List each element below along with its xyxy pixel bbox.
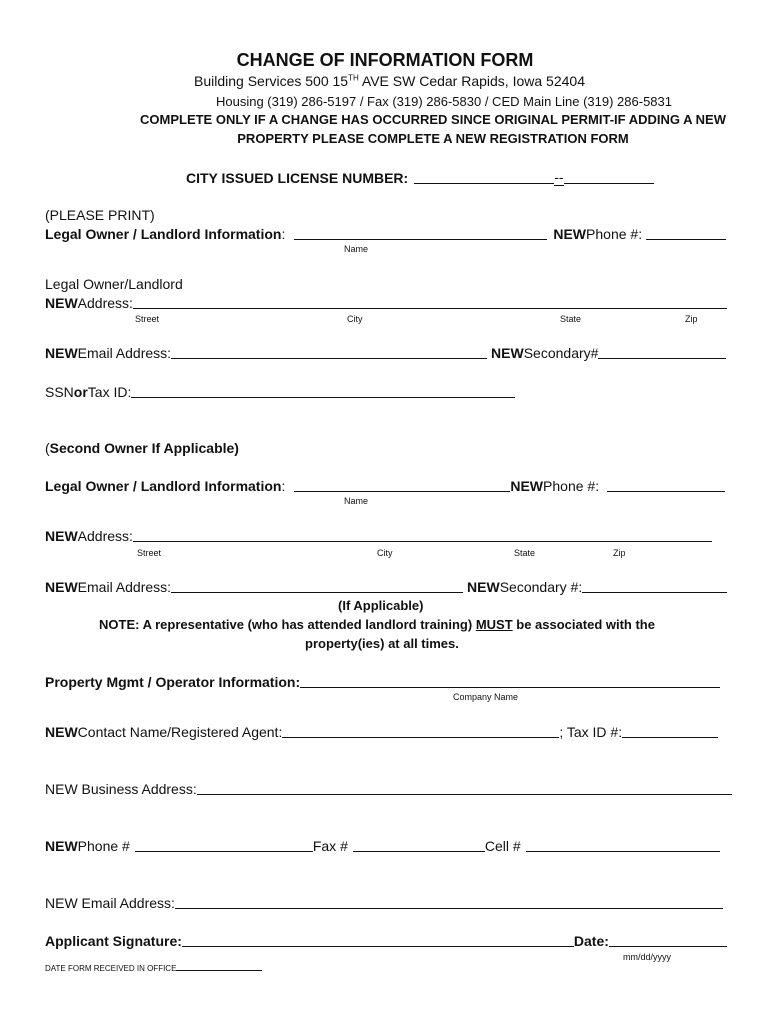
owner1-address-label: Address:: [77, 295, 133, 311]
license-field-part2[interactable]: [564, 183, 654, 184]
owner1-city-caption: City: [347, 314, 363, 324]
owner1-secondary-label: Secondary#: [523, 345, 599, 361]
owner2-if-applicable: (If Applicable): [338, 598, 424, 613]
owner2-address-new: NEW: [45, 528, 78, 544]
contact-new: NEW: [45, 724, 78, 740]
note-pre: NOTE: A representative (who has attended landlord training): [99, 617, 476, 632]
signature-label: Applicant Signature:: [45, 933, 182, 949]
phone-label: Phone #: [77, 838, 130, 854]
date-caption: mm/dd/yyyy: [623, 952, 672, 962]
owner2-city-caption: City: [377, 548, 393, 558]
fax-label: Fax #: [312, 838, 348, 854]
owner2-secondary-new: NEW: [467, 579, 500, 595]
owner2-street-caption: Street: [137, 548, 162, 558]
owner1-secondary-new: NEW: [491, 345, 524, 361]
please-print: (PLEASE PRINT): [45, 207, 155, 223]
address-pre: Building Services 500 15: [194, 73, 349, 89]
form-title: CHANGE OF INFORMATION FORM: [236, 50, 534, 70]
license-separator: --: [554, 169, 564, 185]
company-name-caption: Company Name: [453, 692, 519, 702]
owner1-email-label: Email Address:: [77, 345, 172, 361]
owner2-colon: :: [281, 478, 286, 494]
owner1-ssn-post: Tax ID:: [87, 384, 132, 400]
received-row: [45, 964, 262, 973]
owner1-row: [45, 226, 726, 242]
owner1-zip-caption: Zip: [685, 314, 698, 324]
note-must: MUST: [475, 617, 513, 632]
address-line: [194, 73, 585, 89]
license-label: CITY ISSUED LICENSE NUMBER:: [186, 170, 409, 186]
tax-id-label: ; Tax ID #:: [559, 724, 623, 740]
owner2-heading: [45, 440, 239, 456]
owner2-address-label: Address:: [77, 528, 133, 544]
cell-field[interactable]: [526, 851, 720, 852]
owner2-row: [45, 478, 725, 494]
business-address-label: NEW Business Address:: [45, 781, 197, 797]
owner2-name-field[interactable]: [294, 491, 510, 492]
owner2-phone-label: Phone #:: [543, 478, 600, 494]
date-label: Date:: [573, 933, 609, 949]
owner1-ssn-row: [45, 384, 515, 400]
owner2-legal-label: Legal Owner / Landlord Information: [45, 478, 282, 494]
owner2-heading-text: Second Owner If Applicable): [49, 440, 239, 456]
address-sup: TH: [348, 73, 359, 83]
owner1-address-row: [45, 295, 727, 311]
owner2-new: NEW: [510, 478, 544, 494]
owner2-address-row: [45, 528, 712, 544]
received-field[interactable]: [176, 970, 262, 971]
property-mgmt-row: [45, 674, 720, 690]
owner1-address-label-line1: Legal Owner/Landlord: [45, 276, 183, 292]
received-label: DATE FORM RECEIVED IN OFFICE: [45, 964, 177, 973]
fax-field[interactable]: [353, 851, 485, 852]
cell-label: Cell #: [484, 838, 521, 854]
notice-line-1: COMPLETE ONLY IF A CHANGE HAS OCCURRED SINCE ORIGINAL PERMIT-IF ADDING A NEW: [140, 112, 726, 127]
owner2-email-row: [45, 579, 727, 595]
note-line-1: [99, 617, 655, 632]
owner2-secondary-label: Secondary #:: [499, 579, 583, 595]
owner2-address-field[interactable]: [133, 541, 712, 542]
owner1-name-field[interactable]: [294, 239, 547, 240]
owner1-legal-label: Legal Owner / Landlord Information: [45, 226, 282, 242]
contact-label: Contact Name/Registered Agent:: [77, 724, 283, 740]
company-name-field[interactable]: [300, 687, 720, 688]
owner1-name-caption: Name: [344, 244, 369, 254]
owner1-new: NEW: [553, 226, 587, 242]
owner1-ssn-pre: SSN: [45, 384, 74, 400]
owner1-state-caption: State: [560, 314, 582, 324]
owner2-secondary-field[interactable]: [582, 592, 727, 593]
notice-line-2: PROPERTY PLEASE COMPLETE A NEW REGISTRATION FORM: [237, 131, 629, 146]
phone-new: NEW: [45, 838, 78, 854]
contact-numbers-row: [45, 838, 720, 854]
signature-field[interactable]: [182, 946, 574, 947]
date-field[interactable]: [609, 946, 727, 947]
property-mgmt-label: Property Mgmt / Operator Information:: [45, 674, 301, 690]
owner1-address-field[interactable]: [133, 308, 727, 309]
owner2-email-field[interactable]: [171, 592, 463, 593]
owner1-phone-label: Phone #:: [586, 226, 643, 242]
note-line-2: property(ies) at all times.: [305, 636, 459, 651]
tax-id-field[interactable]: [622, 737, 718, 738]
address-post: AVE SW Cedar Rapids, Iowa 52404: [358, 73, 585, 89]
owner2-name-caption: Name: [344, 496, 369, 506]
owner1-email-new: NEW: [45, 345, 78, 361]
owner1-ssn-field[interactable]: [131, 397, 515, 398]
license-row: [186, 169, 654, 186]
signature-row: [45, 933, 727, 949]
owner1-address-new: NEW: [45, 295, 78, 311]
business-address-field[interactable]: [197, 794, 732, 795]
license-field-part1[interactable]: [414, 183, 554, 184]
owner1-email-row: [45, 345, 726, 361]
owner2-heading-paren: (: [45, 440, 50, 456]
contact-name-field[interactable]: [282, 737, 559, 738]
owner2-phone-field[interactable]: [607, 491, 725, 492]
pm-email-label: NEW Email Address:: [45, 895, 175, 911]
owner1-secondary-field[interactable]: [598, 358, 726, 359]
owner1-email-field[interactable]: [171, 358, 487, 359]
owner1-ssn-or: or: [73, 384, 88, 400]
pm-email-field[interactable]: [175, 908, 723, 909]
contact-row: [45, 724, 718, 740]
phone-line: Housing (319) 286-5197 / Fax (319) 286-5830 / CED Main Line (319) 286-5831: [216, 94, 672, 109]
owner2-zip-caption: Zip: [613, 548, 626, 558]
business-address-row: [45, 781, 732, 797]
owner1-phone-field[interactable]: [646, 239, 726, 240]
owner2-email-new: NEW: [45, 579, 78, 595]
owner2-state-caption: State: [514, 548, 536, 558]
pm-email-row: [45, 895, 723, 911]
note-post: be associated with the: [512, 617, 655, 632]
owner1-street-caption: Street: [135, 314, 160, 324]
owner1-colon: :: [281, 226, 286, 242]
phone-field[interactable]: [135, 851, 313, 852]
owner2-email-label: Email Address:: [77, 579, 172, 595]
